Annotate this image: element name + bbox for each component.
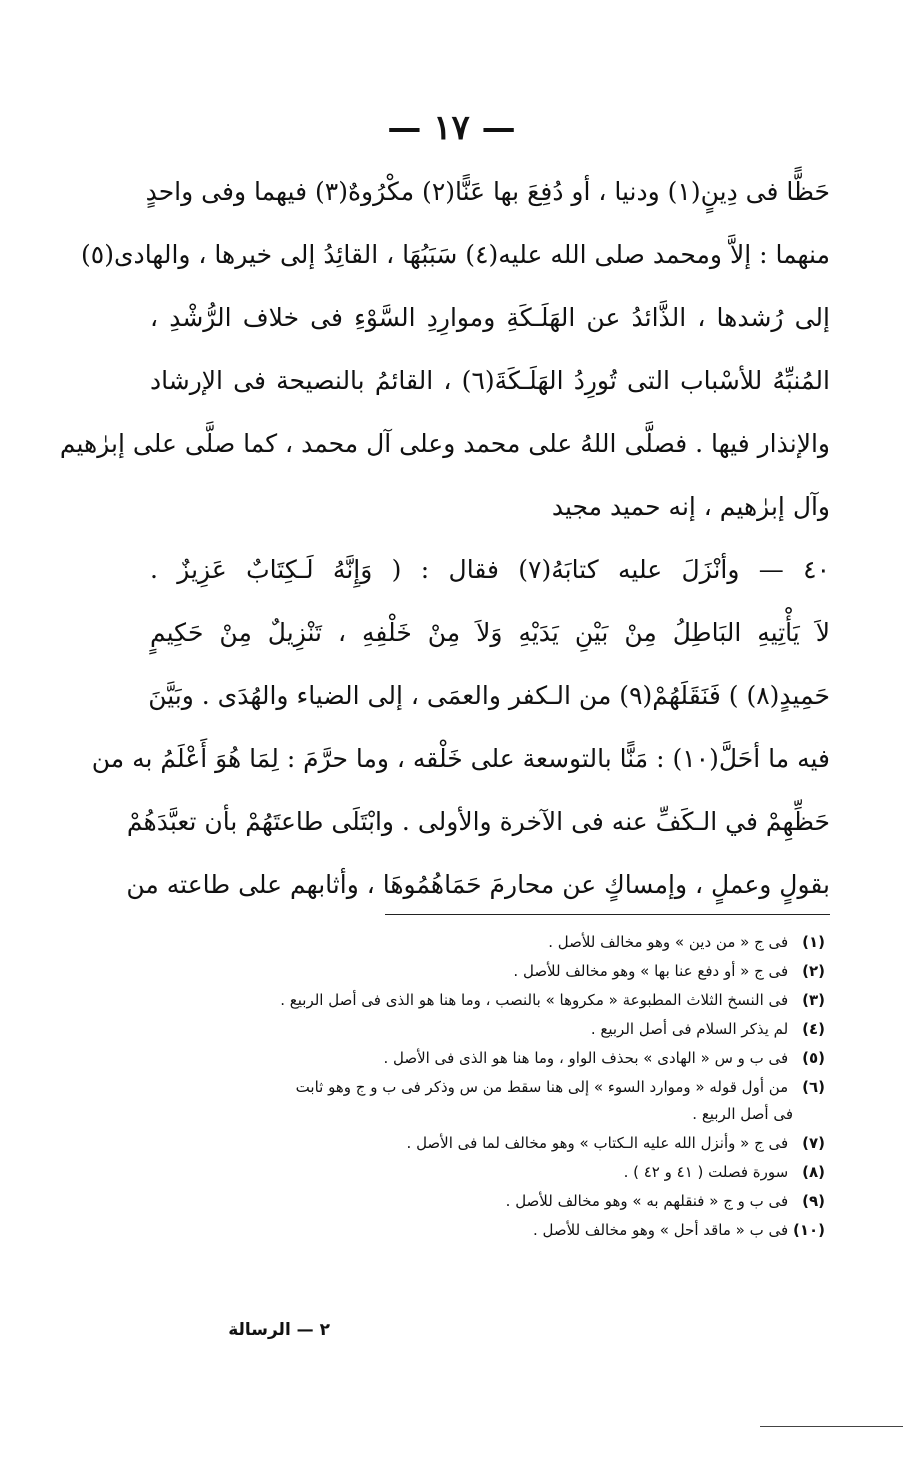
footnote-number: (٩) [802,1192,825,1210]
footnote-2 [165,957,825,986]
footnote-number: (٦) [802,1078,825,1096]
footnote-divider [385,914,830,915]
body-line-2: منهما : إلاَّ ومحمد صلى الله عليه(٤) سَبَبُهَا ، القائِدُ إلى خيرها ، والهادى(٥) [81,240,830,269]
footnote-1 [165,928,825,957]
footnote-number: (٤) [802,1020,825,1038]
body-line-10: فيه ما أحَلَّ(١٠) : مَنًّا بالتوسعة على خَلْقه ، وما حرَّمَ : لِمَا هُوَ أَعْلَمُ به من [91,744,830,773]
footnote-number: (٨) [802,1163,825,1181]
footnote-number: (٣) [802,991,825,1009]
signature-mark: ٢ — الرسالة [228,1320,330,1340]
footnote-text: من أول قوله « وموارد السوء » إلى هنا سقط من س وذكر فى ب و ج وهو ثابت [295,1078,789,1096]
body-line-11: حَظِّهِمْ في الـكَفِّ عنه فى الآخرة والأولى . وابْتَلَى طاعتَهُمْ بأن تعبَّدَهُمْ [126,807,830,836]
footnote-text: فى ج « أو دفع عنا بها » وهو مخالف للأصل . [513,962,789,980]
footnote-6 [165,1073,825,1102]
footnote-text: فى ب و ج « فنقلهم به » وهو مخالف للأصل . [505,1192,789,1210]
footnote-6-continuation [165,1100,825,1129]
footnote-5 [165,1044,825,1073]
footnote-text: فى ج « وأنزل الله عليه الـكتاب » وهو مخالف لما فى الأصل . [406,1134,789,1152]
body-line-1: حَظًّا فى دِينٍ(١) ودنيا ، أو دُفِعَ بها عَنًّا(٢) مكْرُوهٌ(٣) فيهما وفى واحدٍ [145,177,830,206]
footnote-10 [165,1216,825,1245]
body-line-5: والإنذار فيها . فصلَّى اللهُ على محمد وعلى آل محمد ، كما صلَّى على إبرٰهيم [59,429,830,458]
body-line-12: بقولٍ وعملٍ ، وإمساكٍ عن محارمَ حَمَاهُمُوهَا ، وأثابهم على طاعته من [126,870,830,899]
footnote-4 [165,1015,825,1044]
footnote-text: فى ب و س « الهادى » بحذف الواو ، وما هنا هو الذى فى الأصل . [383,1049,789,1067]
body-line-4: المُنبِّهُ للأسْباب التى تُورِدُ الهَلَـكَةَ(٦) ، القائمُ بالنصيحة فى الإرشاد [150,366,830,395]
footnote-text: سورة فصلت ( ٤١ و ٤٢ ) . [623,1163,789,1181]
footnote-number: (٢) [802,962,825,980]
body-line-6: وآل إبرٰهيم ، إنه حميد مجيد [551,492,830,521]
footnote-3 [165,986,825,1015]
footnote-number: (٧) [802,1134,825,1152]
footnote-7 [165,1129,825,1158]
page-number: — ١٧ — [387,108,516,148]
footnote-8 [165,1158,825,1187]
footnote-text: فى أصل الربيع . [692,1105,793,1123]
body-line-3: إلى رُشدها ، الذَّائدُ عن الهَلَـكَةِ وموارِدِ السَّوْءِ فى خلاف الرُّشْدِ ، [150,303,830,332]
body-line-8: لاَ يَأْتِيهِ البَاطِلُ مِنْ بَيْنِ يَدَيْهِ وَلاَ مِنْ خَلْفِهِ ، تَنْزِيلٌ مِنْ حَكِيمٍ [150,618,830,647]
footnotes [165,928,825,1245]
footnote-number: (٥) [802,1049,825,1067]
body-line-9: حَمِيدٍ(٨) ) فَنَقَلَهُمْ(٩) من الـكفر والعمَى ، إلى الضياء والهُدَى . وبَيَّنَ [148,681,830,710]
footnote-text: فى ب « ماقد أحل » وهو مخالف للأصل . [533,1221,789,1239]
footnote-text: لم يذكر السلام فى أصل الربيع . [590,1020,789,1038]
footnote-number: (١) [802,933,825,951]
bottom-edge-line [760,1426,903,1427]
footnote-text: فى ج « من دين » وهو مخالف للأصل . [548,933,789,951]
body-text [59,160,830,916]
footnote-text: فى النسخ الثلاث المطبوعة « مكروها » بالنصب ، وما هنا هو الذى فى أصل الربيع . [280,991,789,1009]
body-line-7: ٤٠ — وأنْزَلَ عليه كتابَهُ(٧) فقال : ( وَإِنَّهُ لَـكِتَابٌ عَزِيزٌ . [150,555,830,584]
footnote-number: (١٠) [792,1221,825,1239]
footnote-9 [165,1187,825,1216]
